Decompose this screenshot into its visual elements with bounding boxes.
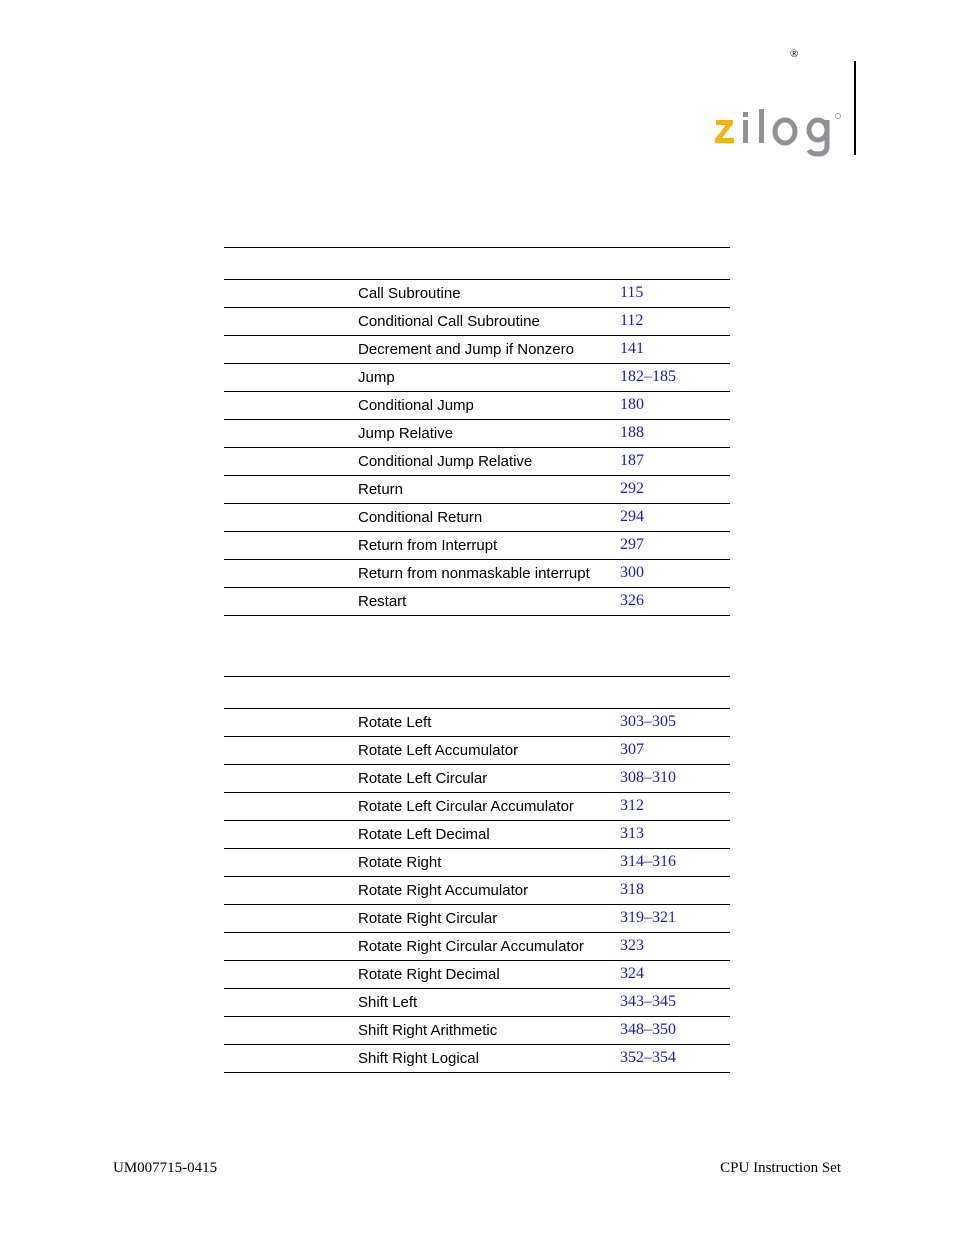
table-row	[224, 877, 730, 905]
page-reference-link[interactable]: 297	[620, 536, 644, 553]
page-reference-link[interactable]: 307	[620, 741, 644, 758]
instruction-description: Shift Right Logical	[358, 1050, 479, 1067]
instruction-description: Return from nonmaskable interrupt	[358, 565, 590, 582]
instruction-description: Return from Interrupt	[358, 537, 498, 554]
rotate-shift-table	[224, 676, 730, 1073]
page-reference-link[interactable]: 182–185	[620, 368, 676, 385]
table-row	[224, 336, 730, 364]
page-reference-link[interactable]: 115	[620, 284, 644, 301]
table-row	[224, 392, 730, 420]
instruction-description: Rotate Right	[358, 854, 442, 871]
table-row	[224, 709, 730, 737]
zilog-logo	[712, 106, 844, 158]
instruction-description: Rotate Right Circular Accumulator	[358, 938, 584, 955]
page-reference-link[interactable]: 187	[620, 452, 644, 469]
instruction-description: Call Subroutine	[358, 285, 461, 302]
instruction-description: Restart	[358, 593, 407, 610]
page-reference-link[interactable]: 323	[620, 937, 644, 954]
instruction-description: Rotate Right Accumulator	[358, 882, 529, 899]
table-row	[224, 504, 730, 532]
instruction-description: Shift Right Arithmetic	[358, 1022, 498, 1039]
page-reference-link[interactable]: 112	[620, 312, 644, 329]
page-reference-link[interactable]: 343–345	[620, 993, 676, 1010]
table-row	[224, 588, 730, 616]
table-row	[224, 737, 730, 765]
table-row	[224, 849, 730, 877]
instruction-description: Rotate Left Circular	[358, 770, 488, 787]
table-row	[224, 476, 730, 504]
page-reference-link[interactable]: 308–310	[620, 769, 676, 786]
page-reference-link[interactable]: 294	[620, 508, 644, 525]
instruction-description: Conditional Jump Relative	[358, 453, 533, 470]
instruction-description: Jump Relative	[358, 425, 454, 442]
page-reference-link[interactable]: 303–305	[620, 713, 676, 730]
table-row	[224, 905, 730, 933]
table-row	[224, 1045, 730, 1073]
table-row	[224, 765, 730, 793]
table-row	[224, 1017, 730, 1045]
table-row	[224, 989, 730, 1017]
instruction-description: Decrement and Jump if Nonzero	[358, 341, 574, 358]
page-reference-link[interactable]: 300	[620, 564, 644, 581]
table-row	[224, 961, 730, 989]
footer-section-title: CPU Instruction Set	[720, 1160, 841, 1176]
page-reference-link[interactable]: 318	[620, 881, 644, 898]
table-row	[224, 448, 730, 476]
page-reference-link[interactable]: 312	[620, 797, 644, 814]
table-header-row	[224, 248, 730, 280]
page-reference-link[interactable]: 314–316	[620, 853, 676, 870]
instruction-description: Conditional Jump	[358, 397, 474, 414]
table-row	[224, 280, 730, 308]
table-row	[224, 793, 730, 821]
control-transfer-table	[224, 247, 730, 616]
table-row	[224, 821, 730, 849]
footer-doc-number: UM007715-0415	[113, 1160, 218, 1176]
page-reference-link[interactable]: 324	[620, 965, 644, 982]
table-row	[224, 532, 730, 560]
instruction-description: Return	[358, 481, 404, 498]
page-reference-link[interactable]: 141	[620, 340, 644, 357]
page-reference-link[interactable]: 313	[620, 825, 644, 842]
instruction-description: Conditional Return	[358, 509, 483, 526]
page-reference-link[interactable]: 188	[620, 424, 644, 441]
page-reference-link[interactable]: 292	[620, 480, 644, 497]
instruction-description: Conditional Call Subroutine	[358, 313, 540, 330]
instruction-description: Rotate Left	[358, 714, 432, 731]
instruction-description: Shift Left	[358, 994, 418, 1011]
instruction-description: Rotate Left Circular Accumulator	[358, 798, 574, 815]
table-row	[224, 933, 730, 961]
page-reference-link[interactable]: 319–321	[620, 909, 676, 926]
instruction-description: Rotate Right Decimal	[358, 966, 500, 983]
header-vertical-rule	[854, 61, 856, 155]
registered-mark: ®	[790, 48, 799, 60]
instruction-description: Rotate Right Circular	[358, 910, 498, 927]
page-reference-link[interactable]: 326	[620, 592, 644, 609]
table-row	[224, 364, 730, 392]
table-row	[224, 420, 730, 448]
table-row	[224, 308, 730, 336]
instruction-description: Jump	[358, 369, 395, 386]
instruction-description: Rotate Left Accumulator	[358, 742, 519, 759]
page-reference-link[interactable]: 352–354	[620, 1049, 676, 1066]
table-row	[224, 560, 730, 588]
page-reference-link[interactable]: 348–350	[620, 1021, 676, 1038]
table-header-row	[224, 677, 730, 709]
page-reference-link[interactable]: 180	[620, 396, 644, 413]
instruction-description: Rotate Left Decimal	[358, 826, 490, 843]
